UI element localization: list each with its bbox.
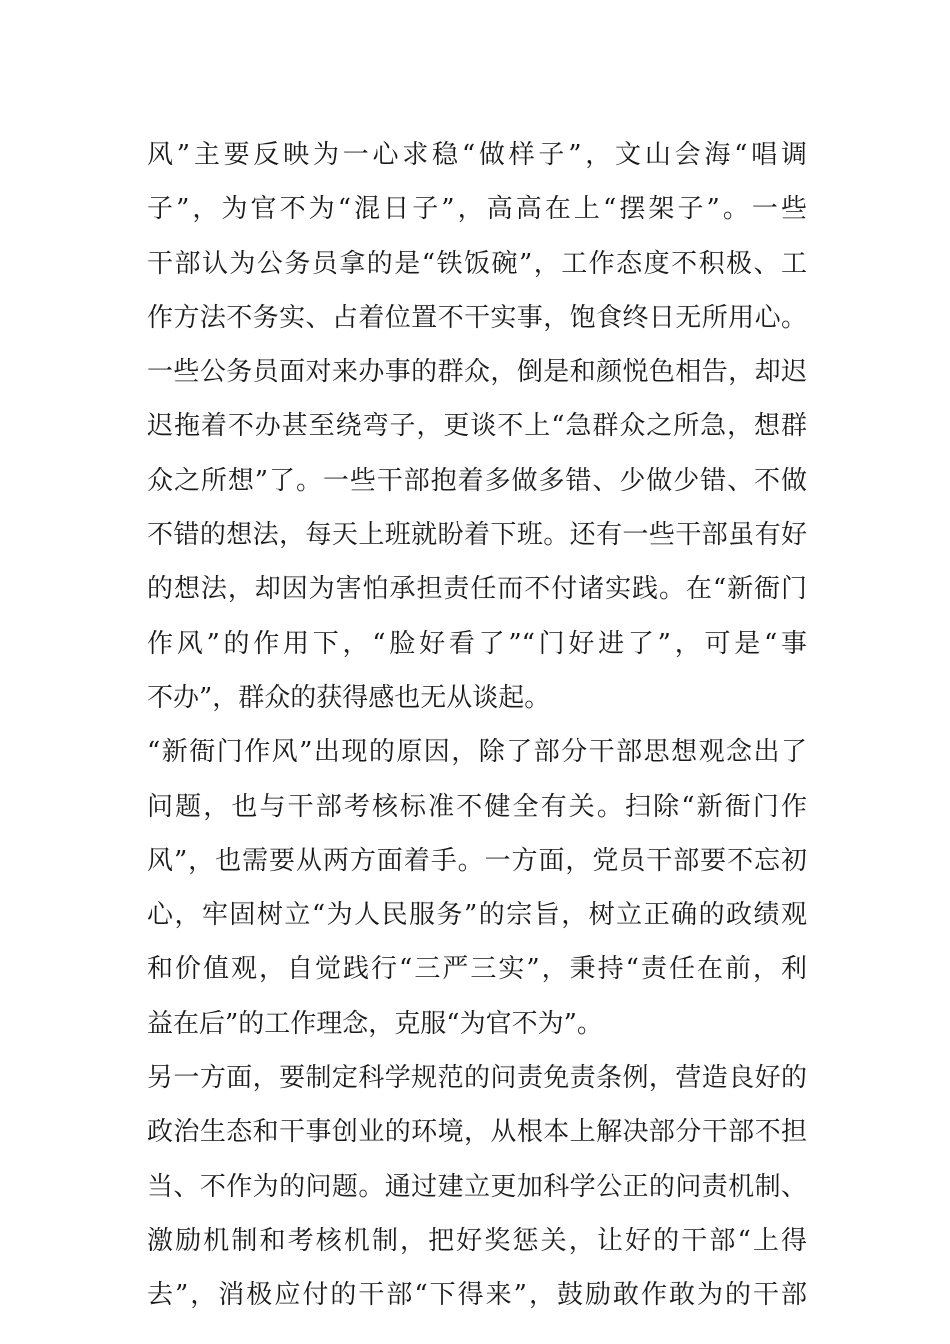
text-line: 政治生态和干事创业的环境，从根本上解决部分干部不担 <box>147 1117 807 1148</box>
text-line: 的想法，却因为害怕承担责任而不付诸实践。在“新衙门 <box>147 574 807 605</box>
text-line: 激励机制和考核机制，把好奖惩关，让好的干部“上得 <box>147 1225 807 1256</box>
text-line: 风”主要反映为一心求稳“做样子”，文山会海“唱调 <box>147 140 807 170</box>
text-line: 迟拖着不办甚至绕弯子，更谈不上“急群众之所急，想群 <box>147 411 807 442</box>
text-line: 不办”，群众的获得感也无从谈起。 <box>147 682 551 713</box>
text-line: 干部认为公务员拿的是“铁饭碗”，工作态度不积极、工 <box>147 248 807 279</box>
text-line: “新衙门作风”出现的原因，除了部分干部思想观念出了 <box>147 737 807 768</box>
text-line: 众之所想”了。一些干部抱着多做多错、少做少错、不做 <box>147 465 807 496</box>
text-line: 作风”的作用下，“脸好看了”“门好进了”，可是“事 <box>147 628 807 659</box>
text-line: 去”，消极应付的干部“下得来”，鼓励敢作敢为的干部 <box>147 1280 807 1311</box>
text-line: 另一方面，要制定科学规范的问责免责条例，营造良好的 <box>147 1063 807 1094</box>
text-line: 不错的想法，每天上班就盼着下班。还有一些干部虽有好 <box>147 520 807 551</box>
text-line: 心，牢固树立“为人民服务”的宗旨，树立正确的政绩观 <box>147 900 807 931</box>
text-line: 问题，也与干部考核标准不健全有关。扫除“新衙门作 <box>147 791 807 822</box>
text-line: 一些公务员面对来办事的群众，倒是和颜悦色相告，却迟 <box>147 357 807 388</box>
text-line: 当、不作为的问题。通过建立更加科学公正的问责机制、 <box>147 1171 807 1202</box>
text-line: 作方法不务实、占着位置不干实事，饱食终日无所用心。 <box>147 302 807 333</box>
body-text <box>147 128 807 1323</box>
text-line: 和价值观，自觉践行“三严三实”，秉持“责任在前，利 <box>147 954 807 985</box>
text-line: 子”，为官不为“混日子”，高高在上“摆架子”。一些 <box>147 194 807 225</box>
text-line: 风”，也需要从两方面着手。一方面，党员干部要不忘初 <box>147 845 807 876</box>
text-line: 益在后”的工作理念，克服“为官不为”。 <box>147 1008 603 1039</box>
